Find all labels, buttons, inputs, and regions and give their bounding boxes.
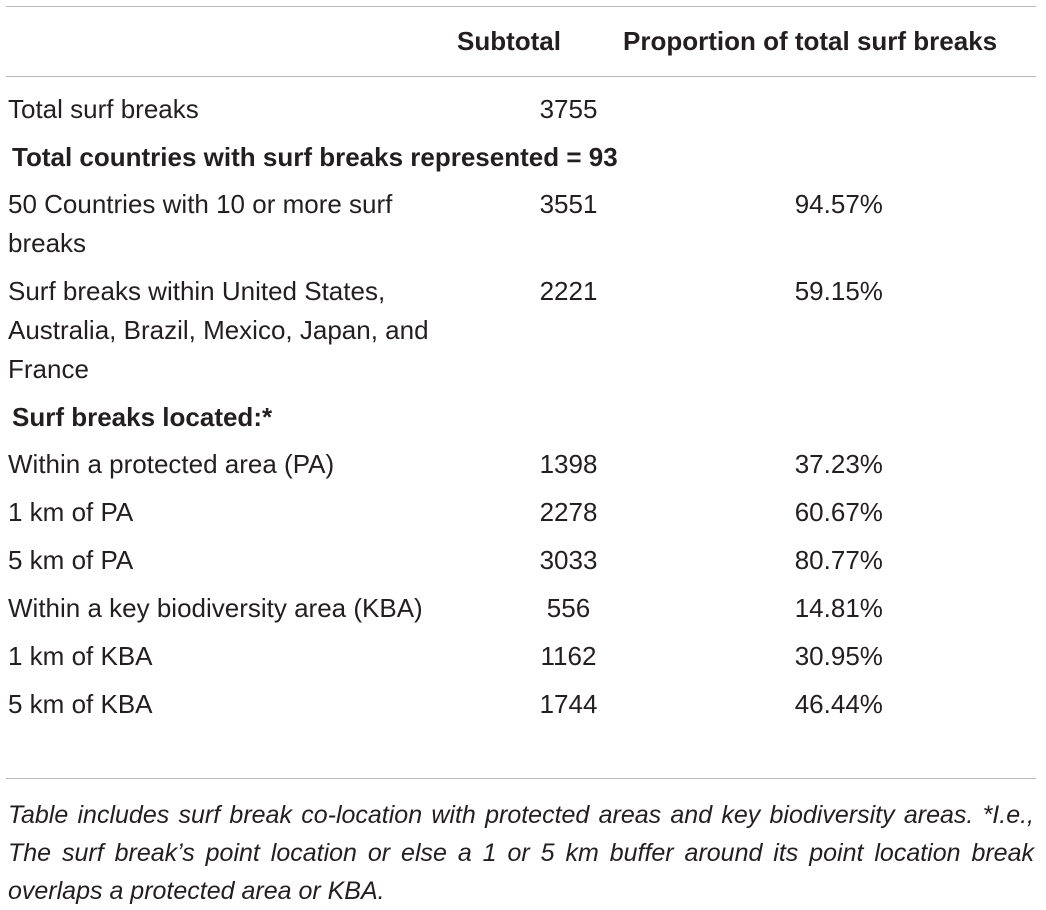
section-row [8, 398, 1046, 445]
row-proportion: 60.67% [794, 497, 883, 527]
row-proportion: 37.23% [794, 449, 883, 479]
row-subtotal: 3551 [539, 189, 598, 219]
row-label: Within a key biodiversity area (KBA) [8, 593, 423, 623]
row-label: Total surf breaks [8, 94, 199, 124]
table-row [8, 589, 1046, 637]
row-proportion: 94.57% [794, 189, 883, 219]
row-subtotal: 1744 [539, 689, 598, 719]
table-row [8, 493, 1046, 541]
row-subtotal: 2278 [539, 497, 598, 527]
table-row [8, 445, 1046, 493]
table-row [8, 637, 1046, 685]
table-row [8, 685, 1046, 733]
row-label: 1 km of KBA [8, 641, 153, 671]
row-label: 50 Countries with 10 or more surf breaks [8, 189, 393, 258]
row-subtotal: 556 [546, 593, 591, 623]
table-row [8, 541, 1046, 589]
row-subtotal: 1398 [539, 449, 598, 479]
row-label: 1 km of PA [8, 497, 134, 527]
row-label: 5 km of KBA [8, 689, 153, 719]
table-row [8, 272, 1046, 398]
row-proportion: 59.15% [794, 276, 883, 306]
header-rule [6, 76, 1036, 77]
section-row [8, 138, 1046, 185]
table-row [8, 185, 1046, 272]
header-proportion: Proportion of total surf breaks [623, 26, 998, 56]
row-label: Surf breaks within United States, Australia, Brazil, Mexico, Japan, and France [8, 276, 429, 384]
row-subtotal: 3755 [539, 94, 598, 124]
table-row [8, 90, 1046, 138]
row-label: 5 km of PA [8, 545, 134, 575]
row-proportion: 46.44% [794, 689, 883, 719]
row-subtotal: 3033 [539, 545, 598, 575]
table-body [8, 90, 1046, 733]
row-label: Within a protected area (PA) [8, 449, 335, 479]
header-subtotal: Subtotal [457, 26, 561, 56]
row-proportion: 30.95% [794, 641, 883, 671]
section-label: Surf breaks located:* [12, 402, 273, 432]
section-label: Total countries with surf breaks represented = 93 [12, 142, 618, 172]
row-proportion [632, 90, 1046, 138]
row-proportion: 80.77% [794, 545, 883, 575]
table-caption: Table includes surf break co-location with protected areas and key biodiversity areas. *I.e., The surf break’s point location or else a 1 or 5 km buffer around its point location break overlaps a protected area or KBA. [8, 801, 1034, 905]
row-subtotal: 2221 [539, 276, 598, 306]
bottom-rule [6, 778, 1036, 779]
data-table [8, 90, 1046, 733]
top-rule [6, 6, 1036, 7]
row-subtotal: 1162 [540, 641, 597, 671]
row-proportion: 14.81% [794, 593, 883, 623]
